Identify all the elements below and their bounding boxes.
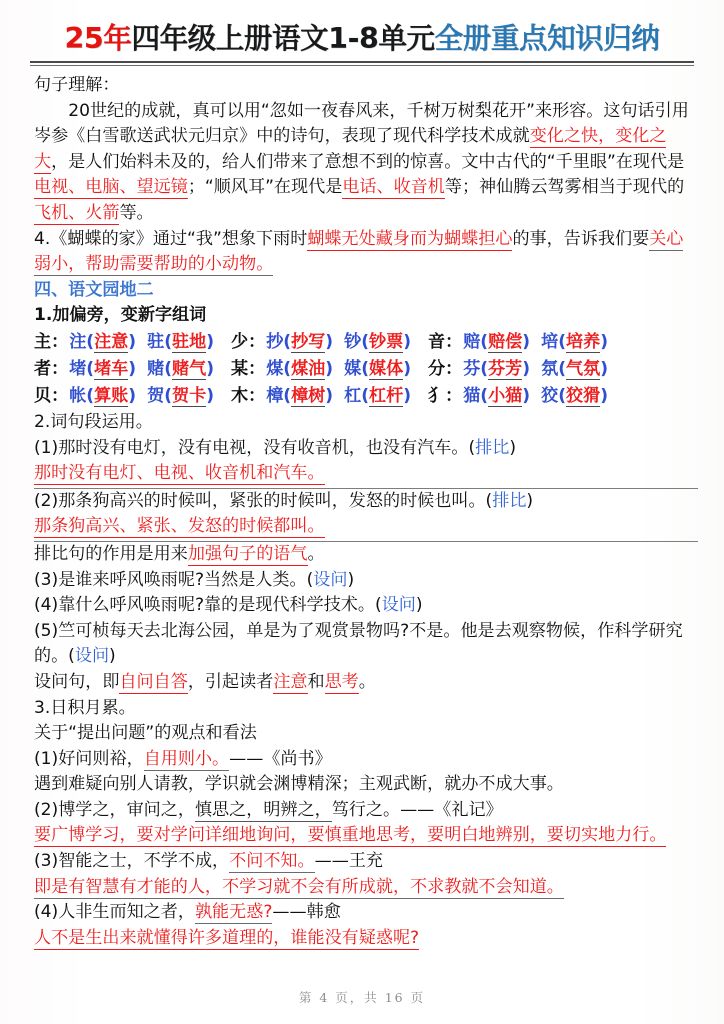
q4-end: ) bbox=[415, 595, 423, 616]
quote-3-explanation bbox=[34, 875, 700, 901]
char-base: 芬 bbox=[463, 358, 481, 379]
char-base: 堵 bbox=[69, 358, 87, 379]
paragraph-20th-century bbox=[34, 99, 700, 227]
char-base: 赌 bbox=[147, 358, 165, 379]
section-heading-unit-four: 四、语文园地二 bbox=[34, 279, 154, 300]
char-group-lead: 犭： bbox=[428, 385, 463, 406]
quote4-a: (4)人非生而知之者， bbox=[34, 902, 195, 923]
char-base: 猫 bbox=[463, 385, 481, 406]
q5-tag: 设问 bbox=[74, 646, 110, 667]
quote3-exp-text: 即是有智慧有才能的人，不学习就不会有所成就，不求教就不会知道。 bbox=[34, 876, 564, 897]
char-base: 抄 bbox=[266, 331, 284, 352]
q1-end: ) bbox=[509, 437, 516, 458]
quote-3 bbox=[34, 849, 700, 875]
char-group-lead: 主： bbox=[34, 331, 69, 352]
subsection-word-sentence-use: 2.词句段运用。 bbox=[34, 411, 153, 432]
char-word: 注意 bbox=[94, 331, 129, 352]
exercise-1-answer bbox=[34, 461, 700, 487]
char-word: 媒体 bbox=[369, 358, 404, 379]
char-group-lead: 木： bbox=[231, 385, 266, 406]
quote2-b: 笃行之。——《礼记》 bbox=[331, 799, 503, 820]
quote3-a: (3)智能之士，不学不成， bbox=[34, 851, 230, 872]
char-word: 气氛 bbox=[566, 358, 601, 379]
title-highlight: 全册重点知识归纳 bbox=[434, 22, 660, 55]
note1-red: 加强句子的语气 bbox=[187, 543, 308, 564]
quote1-b: ——《尚书》 bbox=[229, 748, 332, 769]
quote1-a: (1)好问则裕， bbox=[34, 748, 144, 769]
document-body bbox=[16, 73, 708, 951]
quote4-red: 孰能无惑? bbox=[194, 902, 273, 923]
accumulation-topic: 关于“提出问题”的观点和看法 bbox=[34, 723, 257, 744]
quote2-underlined: 慎思之，明辨之， bbox=[194, 799, 332, 820]
page-title bbox=[16, 0, 708, 66]
quote4-exp-text: 人不是生出来就懂得许多道理的，谁能没有疑惑呢? bbox=[34, 927, 420, 948]
char-group-lead: 音： bbox=[428, 331, 463, 352]
quote2-a: (2)博学之，审问之， bbox=[34, 799, 195, 820]
char-word: 樟树 bbox=[291, 385, 326, 406]
char-word: 狡猾 bbox=[566, 385, 601, 406]
char-row: 贝：帐(算账) 贺(贺卡) 木：樟(樟树) 杠(杠杆) 犭：猫(小猫) 狡(狡猾) bbox=[34, 385, 608, 406]
p1-red-5: 飞机、火箭 bbox=[34, 203, 120, 224]
p1-text-a: 20世纪的成就，真可以用“忽如一夜春风来，千树万树梨花开”来形容。这句话引用岑参《白雪歌送武状元归京》中的诗句，表现了现代科学技术成就 bbox=[34, 100, 689, 147]
char-base: 煤 bbox=[266, 358, 284, 379]
q4-tag: 设问 bbox=[381, 595, 416, 616]
char-group-lead: 某： bbox=[231, 358, 266, 379]
exercise-4-question bbox=[34, 593, 700, 619]
note2-b: ，引起读者 bbox=[187, 671, 274, 692]
char-base: 培 bbox=[541, 331, 559, 352]
p1-red-2: 变化之大 bbox=[34, 126, 667, 172]
quote-1 bbox=[34, 747, 700, 773]
quote3-red: 不问不知。 bbox=[229, 851, 315, 872]
item4-text-b: 的事，告诉我们要 bbox=[512, 228, 650, 249]
note2-c: 和 bbox=[307, 671, 325, 692]
char-group-lead: 少： bbox=[231, 331, 266, 352]
note1-a: 排比句的作用是用来 bbox=[34, 543, 188, 564]
char-base: 帐 bbox=[69, 385, 87, 406]
note1-b: 。 bbox=[307, 543, 325, 564]
char-base: 驻 bbox=[147, 331, 165, 352]
char-group-lead: 贝： bbox=[34, 385, 69, 406]
q2-text: (2)那条狗高兴的时候叫，紧张的时候叫，发怒的时候也叫。( bbox=[34, 490, 493, 511]
char-word: 煤油 bbox=[291, 358, 326, 379]
char-word: 赔偿 bbox=[488, 331, 523, 352]
p1-red-1: 变化之快， bbox=[529, 126, 616, 147]
exercise-5-question bbox=[34, 619, 700, 670]
char-word: 芬芳 bbox=[488, 358, 523, 379]
q2-end: ) bbox=[526, 490, 534, 511]
char-base: 贺 bbox=[147, 385, 165, 406]
quote1-red: 自用则小。 bbox=[143, 748, 230, 769]
quote3-b: ——王充 bbox=[314, 851, 383, 872]
q2-tag: 排比 bbox=[492, 490, 527, 511]
q5-end: ) bbox=[109, 646, 116, 667]
item4-text-a: 4.《蝴蝶的家》通过“我”想象下雨时 bbox=[34, 228, 308, 249]
char-base: 狡 bbox=[541, 385, 559, 406]
subsection-daily-accumulation: 3.日积月累。 bbox=[34, 697, 136, 718]
quote-2-explanation bbox=[34, 823, 700, 849]
char-word: 驻地 bbox=[172, 331, 207, 352]
a2-text: 那条狗高兴、紧张、发怒的时候都叫。 bbox=[34, 516, 325, 537]
char-word: 杠杆 bbox=[369, 385, 404, 406]
quote-1-explanation: 遇到难疑向别人请教，学识就会渊博精深；主观武断，就办不成大事。 bbox=[34, 774, 564, 795]
a1-text: 那时没有电灯、电视、收音机和汽车。 bbox=[34, 463, 325, 484]
quote4-b: ——韩愈 bbox=[272, 902, 341, 923]
exercise-2-question bbox=[34, 489, 700, 515]
char-word: 赌气 bbox=[172, 358, 207, 379]
note2-red-2: 注意 bbox=[273, 671, 308, 692]
char-base: 氛 bbox=[541, 358, 559, 379]
char-word: 培养 bbox=[566, 331, 601, 352]
char-base: 樟 bbox=[266, 385, 284, 406]
char-word: 算账 bbox=[94, 385, 129, 406]
note2-d: 。 bbox=[358, 671, 376, 692]
p1-red-3: 电视、电脑、望远镜 bbox=[34, 177, 188, 198]
quote-4-explanation bbox=[34, 926, 700, 952]
p1-text-b: ，是人们始料未及的，给人们带来了意想不到的惊喜。文中古代的“千里眼”在现代是 bbox=[51, 151, 685, 172]
title-year: 25年 bbox=[64, 22, 132, 55]
char-base: 媒 bbox=[344, 358, 362, 379]
subsection-add-radical: 1.加偏旁，变新字组词 bbox=[34, 305, 207, 326]
note2-red-3: 思考 bbox=[324, 671, 359, 692]
char-base: 杠 bbox=[344, 385, 362, 406]
p1-text-d: 等；神仙腾云驾雾相当于现代的 bbox=[444, 177, 685, 198]
exercise-3-question bbox=[34, 568, 700, 594]
item4-red-1: 蝴蝶无处藏身而为蝴蝶担心 bbox=[307, 228, 513, 249]
exercise-2-answer bbox=[34, 514, 700, 540]
sentence-understanding-heading: 句子理解： bbox=[34, 75, 120, 96]
q5-text: (5)竺可桢每天去北海公园，单是为了观赏景物吗?不是。他是去观察物候，作科学研究的。( bbox=[34, 620, 683, 667]
note2-a: 设问句，即 bbox=[34, 671, 120, 692]
q1-text: (1)那时没有电灯，没有电视，没有收音机，也没有汽车。( bbox=[34, 437, 476, 458]
char-word: 小猫 bbox=[488, 385, 523, 406]
q3-text: (3)是谁来呼风唤雨呢?当然是人类。( bbox=[34, 569, 314, 590]
quote2-exp-text: 要广博学习，要对学问详细地询问，要慎重地思考，要明白地辨别，要切实地力行。 bbox=[34, 825, 667, 846]
char-word: 贺卡 bbox=[172, 385, 207, 406]
char-row: 者：堵(堵车) 赌(赌气) 某：煤(煤油) 媒(媒体) 分：芬(芬芳) 氛(气氛) bbox=[34, 358, 608, 379]
char-word: 钞票 bbox=[369, 331, 404, 352]
char-row: 主：注(注意) 驻(驻地) 少：抄(抄写) 钞(钞票) 音：赔(赔偿) 培(培养) bbox=[34, 331, 608, 352]
title-middle: 四年级上册语文1-8单元 bbox=[131, 22, 435, 55]
quote-4 bbox=[34, 900, 700, 926]
char-base: 赔 bbox=[463, 331, 481, 352]
char-word: 抄写 bbox=[291, 331, 326, 352]
quote-2 bbox=[34, 798, 700, 824]
p1-red-4: 电话、收音机 bbox=[342, 177, 445, 198]
item4-red-2: 关心弱小，帮助需要帮助的小动物。 bbox=[34, 228, 684, 275]
char-base: 注 bbox=[69, 331, 87, 352]
note-parallelism bbox=[34, 542, 700, 568]
paragraph-butterfly-home bbox=[34, 227, 700, 278]
char-word: 堵车 bbox=[94, 358, 129, 379]
title-divider bbox=[30, 61, 694, 66]
note2-red-1: 自问自答 bbox=[119, 671, 188, 692]
page-footer: 第 4 页，共 16 页 bbox=[298, 990, 426, 1005]
char-group-lead: 分： bbox=[428, 358, 463, 379]
char-group-lead: 者： bbox=[34, 358, 69, 379]
char-base: 钞 bbox=[344, 331, 362, 352]
q3-end: ) bbox=[347, 569, 355, 590]
p1-text-e: 等。 bbox=[119, 203, 154, 224]
q3-tag: 设问 bbox=[313, 569, 348, 590]
q1-tag: 排比 bbox=[475, 437, 510, 458]
exercise-1-question bbox=[34, 436, 700, 462]
p1-text-c: ；“顺风耳”在现代是 bbox=[187, 177, 343, 198]
q4-text: (4)靠什么呼风唤雨呢?靠的是现代科学技术。( bbox=[34, 595, 382, 616]
note-rhetorical-question bbox=[34, 670, 700, 696]
